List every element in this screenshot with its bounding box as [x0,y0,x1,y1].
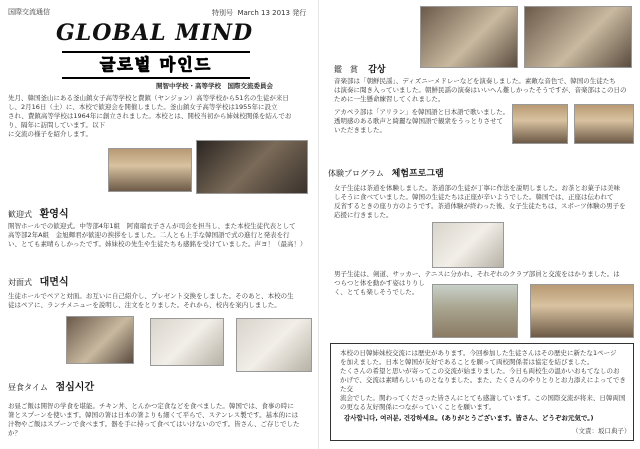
experience-heading-kr: 체험프로그램 [391,169,444,179]
issue-published: 発行 [292,9,307,17]
experience-body [334,184,632,220]
body-line: 開智ホールでの歓迎式。中等部4年1組 阿南瑠衣子さんが司会を担当し、また本校生徒代表として [8,222,296,230]
closing-thanks: 감사합니다, 여러분, 건강하세요。(ありがとうございます。皆さん、どうぞお元気で。) [344,414,594,422]
appreciation-heading-kr: 감상 [368,65,386,75]
body-line: く、とても楽しそうでした。 [334,288,419,296]
body-line: かげで、交流は素晴らしいものとなりました。また、たくさんのやりとりとお力添えによってできた交 [340,376,626,393]
appreciation-body [334,77,632,104]
body-line: 音楽部は「朝鮮民謡」、ディズニーメドレーなどを演奏しました。素敵な音色で、韓国の生徒たち [334,77,616,85]
photo-soccer [432,284,518,338]
closing-body [340,349,630,412]
photo-meeting-pairs [66,316,134,364]
intro-line: 先月、韓国釜山にある釜山鎮女子高等学校と費鎮（ヤンジョン）高等学校から51名の生徒が来日 [8,94,289,102]
lunch-body [8,402,308,438]
photo-concert-1 [420,6,518,68]
body-line: を加えました。日本と韓国が友好であることを願って両校関係者は協定を結びました。 [340,358,594,366]
page-fold [318,0,319,449]
photo-meeting-tour [150,318,224,366]
masthead-subtitle: 글로벌 마인드 [99,55,213,74]
body-line: しそうに食べていました。韓国の生徒たちは正座が辛いようでした。韓国では、正座は伝われて [334,193,614,201]
appreciation-heading-jp: 鑑 賞 [334,65,358,74]
welcome-heading [8,205,69,220]
experience-heading [328,166,444,179]
welcome-heading-kr: 환영식 [39,209,69,220]
body-line: 流会でした。関わってくださった皆さんにとても感謝しています。この国際交流が将来、日韓両国 [340,394,626,402]
appreciation-body-2 [334,108,510,135]
body-line: たくさんの希望と思いが寄ってこの交流が始まりました。今日も両校生の温かいおもてなしのお [340,367,620,375]
newsletter-label: 国際交流通信 [8,8,50,16]
body-line: お昼ご飯は開智の学食を堪能。チキン丼、とんかつ定食などを食べました。韓国では、食事の時に [8,402,294,410]
body-line: か？ [8,429,21,437]
masthead-title: GLOBAL MIND [56,20,254,46]
body-line: 透明感のある歌声と綺麗な韓国語で観衆をうっとりさせて [334,117,503,125]
body-line: 男子生徒は、剣道、サッカー、テニスに分かれ、それぞれのクラブ部員と交流をはかりました。は [334,270,620,278]
lunch-heading-jp: 昼食タイム [8,383,48,392]
welcome-body [8,222,308,249]
intro-line: され、費鎮高等学校は1964年に創立されました。本校とは、開校当初から姉妹校関係を結んでお [8,112,292,120]
experience-body-2 [334,270,632,279]
meeting-heading [8,273,69,288]
photo-concert-2 [524,6,632,68]
photo-kendo [530,284,634,338]
issue-date: March 13 [237,9,270,17]
issue-type: 特別号 [212,9,233,17]
meeting-body [8,292,308,310]
body-line: いただきました。 [334,126,386,134]
school-line: 開智中学校・高等学校 国際交流委員会 [156,82,273,90]
body-line: い、とても素晴らしかったです。姉妹校の先生や生徒たちも感銘を受けていました。声ヨ！（最高！） [8,240,307,248]
body-line: 本校の日韓姉妹校交流には歴史があります。今回参加した生徒さんはその歴史に新たな1ページ [340,349,617,357]
appreciation-heading [334,62,386,75]
body-line: の更なる友好関係につながっていくことを願います。 [340,403,496,411]
issue-year: 2013 [272,9,290,17]
body-line: つらつと体を動かす姿はりりし [334,279,425,287]
photo-cafeteria [236,318,312,372]
experience-body-3 [334,279,434,297]
lunch-heading-kr: 점심시간 [55,382,95,393]
body-line: 高等部2年A組 金旭輝君が歓迎の挨拶をしました。二人とも上手な韓国語で式の進行と発表を行 [8,231,290,239]
intro-line: り、隔年に訪問しています。以下 [8,121,105,129]
welcome-heading-jp: 歓迎式 [8,210,32,219]
experience-heading-jp: 体験プログラム [328,169,384,178]
intro-line: に交流の様子を紹介します。 [8,130,92,138]
lunch-heading [8,378,94,393]
photo-acappella-1 [512,104,568,144]
body-line: は演奏に聞き入っていました。朝鮮民謡の演奏はいいへん難しかったそうですが、音楽部はこの日の [334,86,627,94]
body-line: 応援に行きました。 [334,211,393,219]
meeting-heading-kr: 대면식 [39,277,69,288]
body-line: 女子生徒は茶道を体験しました。茶道部の生徒が丁寧に作法を説明しました。お茶とお菓子は美味 [334,184,620,192]
body-line: 反省するときの座り方のようです。茶道体験が終わった後、女子生徒たちは、スポーツ体験の男子を [334,202,626,210]
intro-line: し、2月16日（土）に、本校で歓迎会を開催しました。釜山鎮女子高等学校は1955年に設立 [8,103,278,111]
body-line: 箸とスプーンを使います。韓国の箸は日本の箸よりも細くて平らで、ステンレス製です。基本的には [8,411,299,419]
meeting-heading-jp: 対面式 [8,278,32,287]
body-line: 汁物やご飯はスプーンで食べます。器を手に持って食べてはいけないのです。皆さん、ご存じでした [8,420,300,428]
photo-tea-ceremony [432,222,504,268]
issue-line [212,8,306,18]
closing-author: （文責：坂口典子） [572,427,631,435]
body-line: ために一生懸命練習してくれました。 [334,95,445,103]
photo-welcome-stage [108,148,192,192]
intro-text [8,94,304,139]
photo-welcome-audience [196,140,308,194]
body-line: 徒はペアに、ランチメニューを説明し、注文をとりました。それから、校内を案内しました。 [8,301,281,309]
body-line: 生徒ホールでペアと対面。お互いに自己紹介し、プレゼント交換をしました。そのあと、本校の生 [8,292,294,300]
body-line: アカペラ部は「アリラン」を韓国語と日本語で歌いました。 [334,108,510,116]
masthead-subtitle-box [62,51,250,79]
photo-acappella-2 [574,104,634,144]
